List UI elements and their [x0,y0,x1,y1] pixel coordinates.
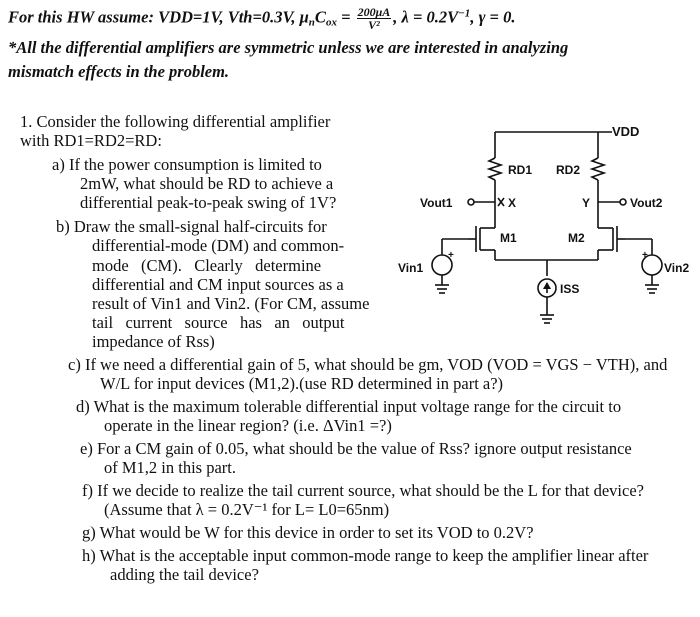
iss-arrow-icon [543,282,551,289]
part-b-line-1: b) Draw the small-signal half-circuits for [56,217,327,236]
part-d-line-1: d) What is the maximum tolerable differential input voltage range for the circuit to [76,397,622,416]
part-f-line-2: (Assume that λ = 0.2V⁻¹ for L= L0=65nm) [104,500,390,519]
fraction-numerator: 200μA [357,5,391,19]
part-b-line-2: differential-mode (DM) and common- [92,236,345,255]
vout2-label: Vout2 [630,196,663,210]
node-x-label: X [508,196,517,210]
iss-label: ISS [560,282,580,296]
vin1-plus: + [448,250,454,261]
note-line-2: mismatch effects in the problem. [8,62,230,81]
hw-assumptions [8,6,515,31]
node-y-label: Y [582,196,591,210]
note-line-1: *All the differential amplifiers are symmetric unless we are interested in analyzing [8,38,569,57]
lambda-text: , λ = 0.2V [393,7,459,27]
rd1-label: RD1 [508,163,533,177]
part-a-line-1: a) If the power consumption is limited to [52,155,322,174]
part-b-line-7: impedance of Rss) [92,332,215,351]
part-b-line-6: tail current source has an output [92,313,345,332]
gamma-text: , γ = 0. [470,7,516,27]
intro-line-2: with RD1=RD2=RD: [20,131,162,150]
vin2-label: Vin2 [664,261,690,275]
part-b-line-4: differential and CM input sources as a [92,275,344,294]
vin2-plus: + [642,250,648,261]
vout1-label: Vout1 [420,196,453,210]
mu-subscript: n [308,16,315,29]
part-g-line-1: g) What would be W for this device in order to set its VOD to 0.2V? [82,523,534,542]
part-d-line-2: operate in the linear region? (i.e. ΔVin1 =?) [104,416,392,435]
part-f-line-1: f) If we decide to realize the tail current source, what should be the L for that device? [82,481,644,500]
part-e-line-2: of M1,2 in this part. [104,458,236,477]
cox-c: C [314,7,326,27]
part-b-line-3: mode (CM). Clearly determine [92,256,322,275]
intro-line-1: 1. Consider the following differential amplifier [20,112,331,131]
part-a-line-2: 2mW, what should be RD to achieve a [80,174,334,193]
fraction-denominator: V² [368,18,380,32]
ox-subscript: ox [325,16,337,29]
vdd-label: VDD [612,124,640,139]
diff-amp-schematic [390,110,695,350]
equals: = [336,7,355,27]
part-a-line-3: differential peak-to-peak swing of 1V? [80,193,337,212]
part-e-line-1: e) For a CM gain of 0.05, what should be the value of Rss? ignore output resistance [80,439,632,458]
m2-label: M2 [568,231,585,245]
part-h-line-2: adding the tail device? [110,565,259,584]
vin1-label: Vin1 [398,261,424,275]
part-b-line-5: result of Vin1 and Vin2. (For CM, assume [92,294,370,313]
rd2-label: RD2 [556,163,581,177]
lambda-exponent: −1 [458,7,471,20]
fraction [357,6,392,31]
part-c-line-1: c) If we need a differential gain of 5, what should be gm, VOD (VOD = VGS − VTH), and [68,355,668,374]
part-c-line-2: W/L for input devices (M1,2).(use RD determined in part a?) [100,374,504,393]
m1-label: M1 [500,231,517,245]
assumption-text: For this HW assume: VDD=1V, Vth=0.3V, μ [8,7,309,27]
part-h-line-1: h) What is the acceptable input common-mode range to keep the amplifier linear after [82,546,649,565]
